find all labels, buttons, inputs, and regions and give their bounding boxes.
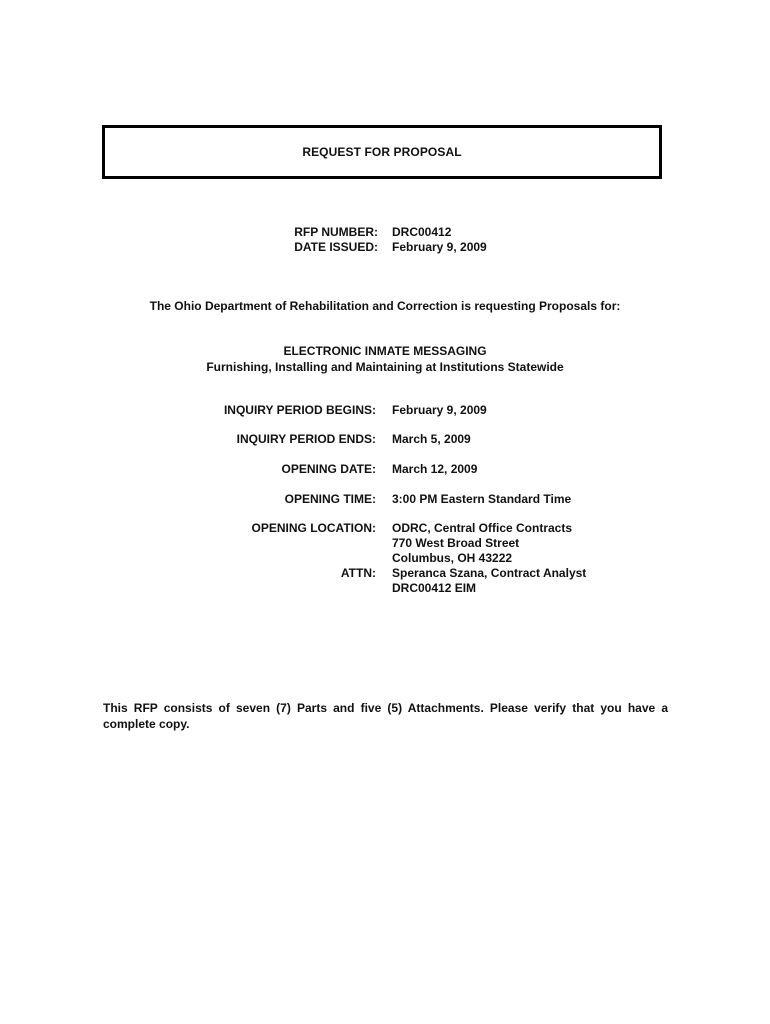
project-subtitle: Furnishing, Installing and Maintaining at Institutions Statewide <box>206 360 564 374</box>
date-issued-value: February 9, 2009 <box>392 240 487 254</box>
inquiry-begins-value: February 9, 2009 <box>392 403 487 417</box>
intro-text: The Ohio Department of Rehabilitation and Correction is requesting Proposals for: <box>149 299 621 313</box>
footer-notice: This RFP consists of seven (7) Parts and five (5) Attachments. Please verify that you have a complete copy. <box>103 701 668 731</box>
attn-label: ATTN: <box>340 566 376 580</box>
opening-time-value: 3:00 PM Eastern Standard Time <box>392 492 572 506</box>
attn-contact: Speranca Szana, Contract Analyst <box>392 566 587 580</box>
inquiry-ends-value: March 5, 2009 <box>392 432 471 446</box>
rfp-number-label: RFP NUMBER: <box>294 225 378 239</box>
opening-location-label: OPENING LOCATION: <box>251 521 376 535</box>
rfp-number-value: DRC00412 <box>392 225 452 239</box>
project-title: ELECTRONIC INMATE MESSAGING <box>283 344 487 358</box>
opening-date-value: March 12, 2009 <box>392 462 478 476</box>
address-line-1: ODRC, Central Office Contracts <box>392 521 573 535</box>
date-issued-label: DATE ISSUED: <box>294 240 378 254</box>
opening-location-address <box>392 521 572 566</box>
opening-time-label: OPENING TIME: <box>284 492 376 506</box>
inquiry-ends-label: INQUIRY PERIOD ENDS: <box>236 432 376 446</box>
title-box <box>102 125 662 179</box>
address-line-3: Columbus, OH 43222 <box>392 551 513 565</box>
address-line-2: 770 West Broad Street <box>392 536 520 550</box>
attn-details <box>392 566 586 596</box>
inquiry-begins-label: INQUIRY PERIOD BEGINS: <box>223 403 376 417</box>
opening-date-label: OPENING DATE: <box>281 462 376 476</box>
document-title: REQUEST FOR PROPOSAL <box>302 145 462 159</box>
attn-reference: DRC00412 EIM <box>392 581 477 595</box>
